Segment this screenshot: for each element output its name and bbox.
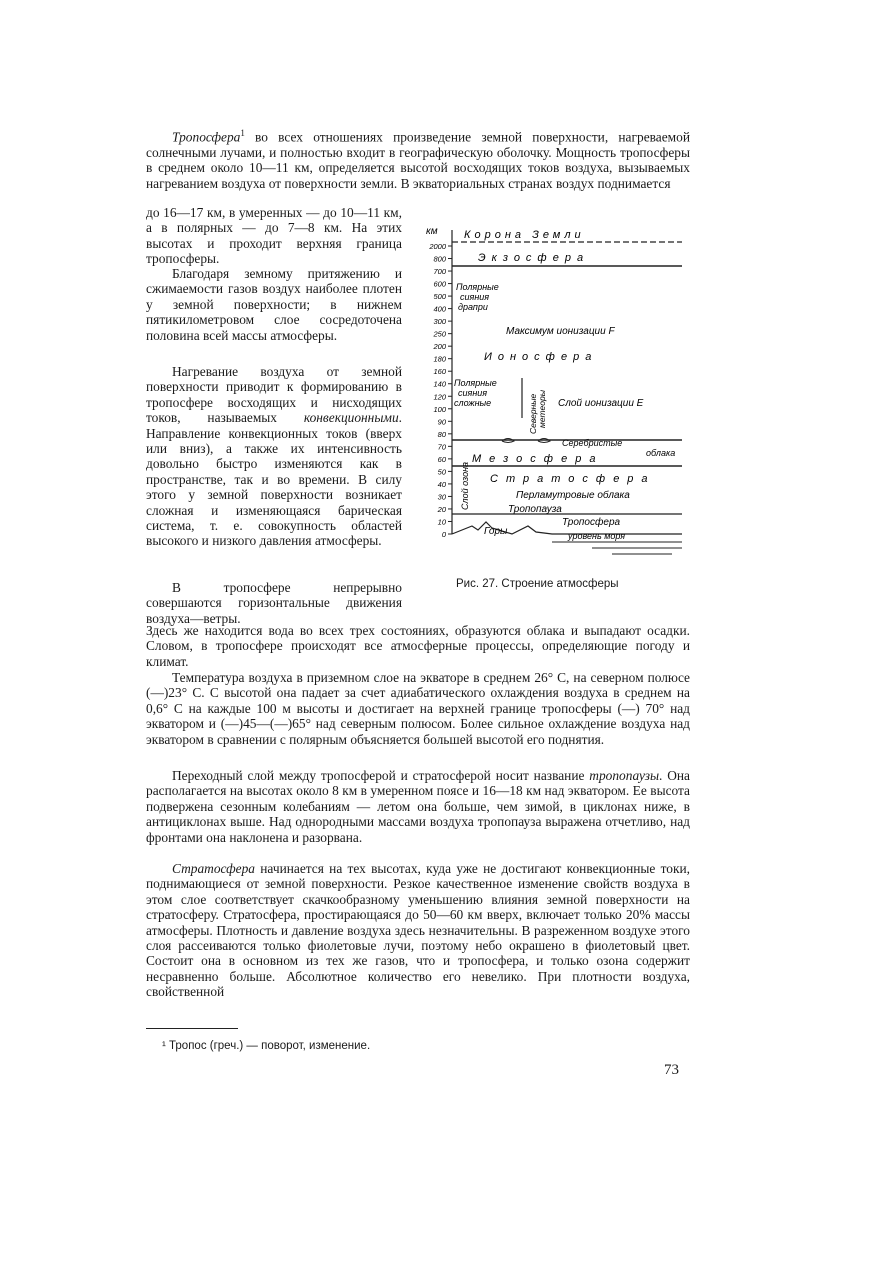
- silver-clouds-label-2: облака: [646, 448, 676, 458]
- paragraph-winds-cont: Здесь же находится вода во всех трех состояниях, образуются облака и выпадают осадки. Словом, в тропосфере происходят все атмосферные процессы, определяющие погоду и климат.: [146, 623, 690, 669]
- paragraph-troposphere-cont: до 16—17 км, в умеренных — до 10—11 км, а в полярных — до 7—8 км. На этих высотах и проходит верхняя граница тропосферы.: [146, 205, 402, 267]
- max-ionization-f-label: Максимум ионизации F: [506, 326, 615, 337]
- axis-tick-label: 0: [441, 530, 446, 539]
- korona-label: Корона Земли: [464, 229, 585, 241]
- paragraph-text: . Она располагается на высотах около 8 км в умеренном поясе и 16—18 км над экватором. Ее высота подвержена сезонным колебаниям — летом она больше, чем зимой, в циклонах ниже, в антициклонах выше. Над однородными массами воздуха тропопауза выражена отчетливо, над фронтами она наклонена и разорвана.: [146, 768, 690, 845]
- axis-tick-label: 800: [433, 254, 446, 264]
- axis-ticks: [428, 242, 452, 539]
- silver-clouds-label-1: Серебристые: [562, 438, 623, 448]
- paragraph-temperature: Температура воздуха в приземном слое на экваторе в среднем 26° С, на северном полюсе (—)23° С. С высотой она падает за счет адиабатического охлаждения воздуха в среднем на 0,6° С на каждые 100 м высоты и достигает на верхней границе тропосферы (—) 70° над экватором и (—)45—(—)65° над северным полюсом. Более сильное охлаждение воздуха над экватором в сравнении с полярным объясняется большей высотой его поднятия.: [146, 670, 690, 747]
- term-convection: конвекционными: [303, 410, 399, 426]
- meteors-label-2: метеоры: [537, 390, 547, 428]
- axis-tick-label: 30: [437, 492, 446, 502]
- stratosphere-label: Стратосфера: [490, 473, 656, 485]
- tropopause-label: Тропопауза: [508, 504, 562, 515]
- troposphere-label: Тропосфера: [562, 517, 621, 528]
- figure-caption: Рис. 27. Строение атмосферы: [456, 578, 619, 590]
- atmosphere-figure: [412, 222, 692, 577]
- axis-tick-label: 100: [433, 404, 446, 414]
- aurora-complex-label-2: сияния: [458, 388, 488, 398]
- paragraph-text: . Направление конвекционных токов (вверх или вниз), а также их интенсивность довольно быстро изменяются как в пространстве, так и во времени. В силу этого у земной поверхности возникает сложная и изменяющаяся барическая система, т. е. совокупность областей высокого и низкого давления атмосферы.: [146, 410, 402, 549]
- footnote: ¹ Тропос (греч.) — поворот, изменение.: [162, 1040, 371, 1052]
- paragraph-text: во всех отношениях произведение земной поверхности, нагреваемой солнечными лучами, и полностью входит в географическую оболочку. Мощность тропосферы в среднем около 10—11 км, определяется высотой восходящих токов воздуха, вызываемых нагреванием воздуха от поверхности земли. В экваториальных странах воздух поднимается: [146, 129, 690, 191]
- paragraph-tropopause: [146, 768, 690, 845]
- page-number: 73: [664, 1062, 679, 1078]
- sea-level-label: уровень моря: [568, 531, 626, 541]
- axis-unit: км: [426, 226, 438, 237]
- aurora-drapery-label-2: сияния: [460, 292, 490, 302]
- axis-tick-label: 180: [433, 354, 446, 364]
- axis-tick-label: 120: [433, 392, 446, 402]
- axis-tick-label: 500: [433, 292, 446, 302]
- ozone-layer-label: Слой озона: [460, 461, 470, 510]
- aurora-complex-label-1: Полярные: [454, 378, 497, 388]
- term-stratosphere: Стратосфера: [172, 861, 255, 876]
- paragraph-text: Переходный слой между тропосферой и стратосферой носит название: [172, 768, 590, 783]
- exosphere-label: Экзосфера: [478, 252, 590, 264]
- axis-tick-label: 70: [437, 442, 446, 452]
- axis-tick-label: 80: [437, 429, 446, 439]
- axis-tick-label: 300: [433, 317, 446, 327]
- paragraph-density: Благодаря земному притяжению и сжимаемости газов воздух наиболее плотен у земной поверхности; в нижнем пятикилометровом слое сосредоточена половина всей массы атмосферы.: [146, 266, 402, 343]
- axis-tick-label: 200: [433, 342, 446, 352]
- axis-tick-label: 140: [433, 379, 446, 389]
- aurora-drapery-label-1: Полярные: [456, 282, 499, 292]
- axis-tick-label: 40: [437, 479, 446, 489]
- axis-tick-label: 400: [433, 304, 446, 314]
- footnote-rule: [146, 1028, 238, 1029]
- paragraph-convection: [146, 364, 402, 549]
- pearl-clouds-label: Перламутровые облака: [516, 490, 630, 501]
- paragraph-winds: В тропосфере непрерывно совершаются горизонтальные движения воздуха—ветры.: [146, 580, 402, 626]
- term-troposphere: Тропосфера: [172, 129, 241, 145]
- axis-tick-label: 20: [437, 504, 446, 514]
- axis-tick-label: 2000: [429, 242, 446, 251]
- axis-tick-label: 90: [437, 417, 446, 427]
- footnote-mark: 1: [240, 128, 245, 138]
- axis-tick-label: 600: [433, 279, 446, 289]
- meteors-label-1: Северные: [528, 393, 538, 434]
- axis-tick-label: 10: [437, 517, 446, 527]
- axis-tick-label: 160: [433, 367, 446, 377]
- mesosphere-label: Мезосфера: [472, 453, 604, 465]
- mountains-label: Горы: [484, 526, 508, 537]
- paragraph-troposphere: [146, 126, 690, 191]
- paragraph-stratosphere: [146, 861, 690, 1000]
- axis-tick-label: 250: [433, 329, 446, 339]
- ionosphere-label: Ионосфера: [484, 351, 598, 363]
- aurora-complex-label-3: сложные: [454, 398, 492, 408]
- axis-tick-label: 700: [433, 267, 446, 277]
- paragraph-text: Нагревание воздуха от земной поверхности приводит к формированию в тропосфере восходящих и нисходящих токов, называемых: [146, 364, 402, 426]
- axis-tick-label: 50: [437, 467, 446, 477]
- aurora-drapery-label-3: драпри: [458, 302, 488, 312]
- ionization-e-label: Слой ионизации Е: [558, 398, 644, 409]
- axis-tick-label: 60: [437, 454, 446, 464]
- term-tropopause: тропопаузы: [589, 768, 660, 783]
- atmosphere-diagram: [412, 222, 692, 577]
- paragraph-text: начинается на тех высотах, куда уже не достигают конвекционные токи, поднимающиеся от земной поверхности. Резкое качественное изменение свойств воздуха в этом слое соответствует скачкообразному уменьшению влияния земной поверхности на стратосферу. Стратосфера, простирающаяся до 50—60 км вверх, включает только 20% массы атмосферы. Плотность и давление воздуха здесь незначительны. В разреженном воздухе этого слоя рассеиваются только фиолетовые лучи, поэтому небо окрашено в фиолетовый цвет. Состоит она в основном из тех же газов, что и тропосфера, и только озона содержит несравненно больше. Абсолютное количество его невелико. При плотности воздуха, свойственной: [146, 861, 690, 1000]
